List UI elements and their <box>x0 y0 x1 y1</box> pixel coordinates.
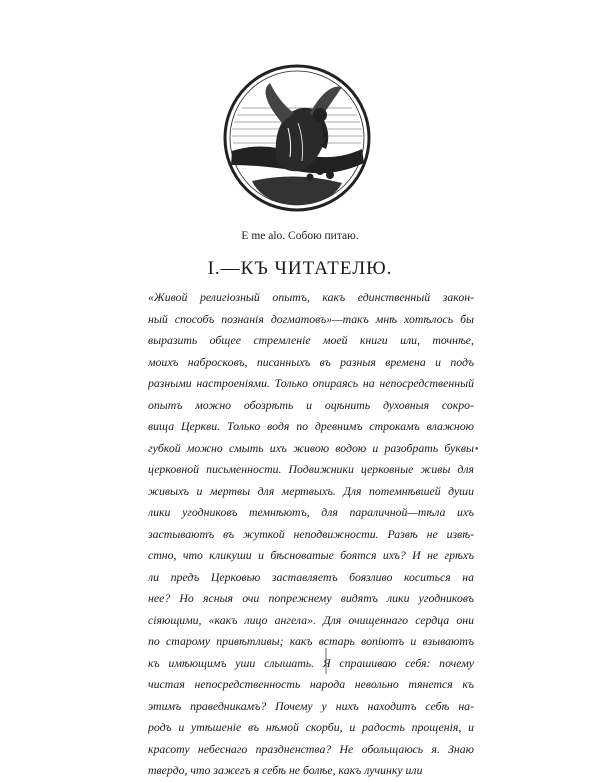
text-line: чистая непосредственность народа невольно тянется къ <box>148 677 474 691</box>
text-line: красоту небеснаго праздненства? Не обольщаюсь я. Знаю <box>148 741 474 756</box>
pencil-tick-mark <box>325 648 327 674</box>
vignette-pelican-emblem <box>222 53 372 223</box>
text-line: нее? Но ясныя очи попрежнему видятъ лики угодниковъ <box>148 591 474 605</box>
text-line: вища Церкви. Только водя по древнимъ строкамъ влажною <box>148 419 474 433</box>
text-line: выразить общее стремленіе моей книги или, точнѣе, <box>148 333 474 347</box>
text-line: къ имѣющимъ уши слышать. Я спрашиваю себя: почему <box>148 655 474 670</box>
body-text <box>148 287 474 782</box>
text-line: твердо, что зажегъ я себѣ не болѣе, какъ лучинку или <box>148 763 423 777</box>
margin-dot-mark: • <box>474 445 480 455</box>
text-line: лики угодниковъ темнѣютъ, для параличной—тѣла ихъ <box>148 505 474 519</box>
text-line: сіяющими, «какъ лицо ангела». Для очищеннаго сердца они <box>148 612 474 627</box>
text-line: стно, что кликуши и бѣсноватые боятся ихъ? И не грѣхъ <box>148 548 474 562</box>
text-line: моихъ набросковъ, писанныхъ въ разныя времена и подъ <box>148 354 474 369</box>
chapter-heading: I.—КЪ ЧИТАТЕЛЮ. <box>207 258 393 279</box>
text-line: этимъ праведникамъ? Почему у нихъ находитъ себѣ на- <box>148 698 474 713</box>
text-line: церковной письменности. Подвижники церковные живы для <box>148 462 474 476</box>
text-line: разными настроеніями. Только опираясь на непосредственный <box>148 376 474 390</box>
text-line: ли предъ Церковью заставляетъ боязливо коситься на <box>148 569 474 584</box>
vignette-caption: E me alo. Собою питаю. <box>241 230 359 242</box>
text-line: опытъ можно обозрѣть и оцѣнить духовныя сокро- <box>148 397 474 412</box>
text-line: губкой можно смыть ихъ живою водою и разобрать буквы <box>148 440 474 455</box>
text-line: по старому привѣтливы; какъ встарь вопіютъ и взываютъ <box>148 634 474 648</box>
text-line: родъ и утѣшеніе въ нѣмой скорби, и радость прощенія, и <box>148 720 474 734</box>
text-line: «Живой религіозный опытъ, какъ единственный закон- <box>148 290 474 304</box>
text-line: застываютъ въ жуткой неподвижности. Развѣ не извѣ- <box>148 526 474 541</box>
text-line: ный способъ познанія догматовъ»—такъ мнѣ хотѣлось бы <box>148 311 474 326</box>
text-line: живыхъ и мертвы для мертвыхъ. Для потемнѣвшей души <box>148 483 474 498</box>
